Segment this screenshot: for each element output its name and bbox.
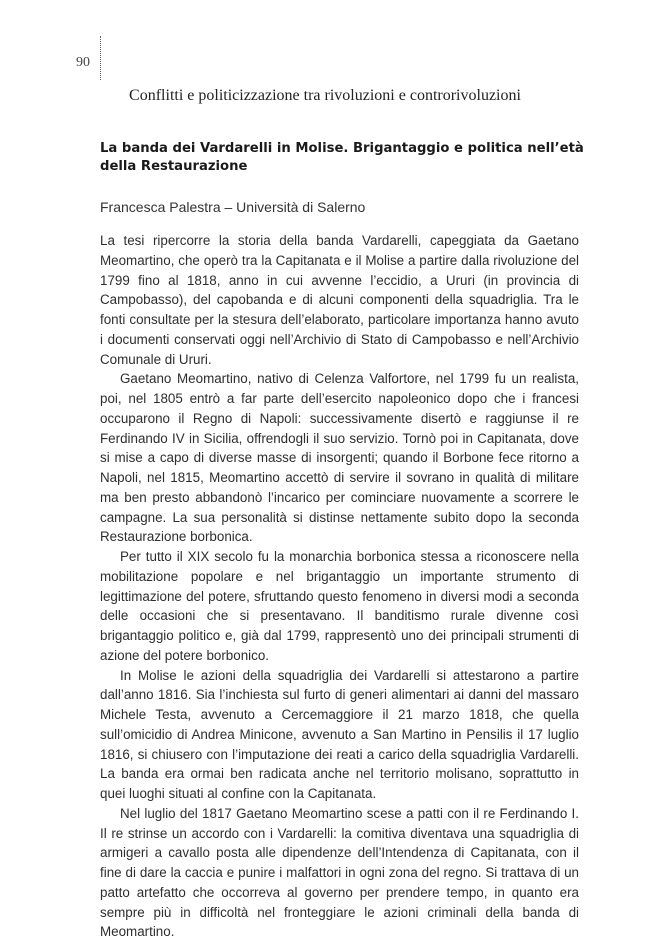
page-number: 90 <box>76 55 90 70</box>
paragraph: Nel luglio del 1817 Gaetano Meomartino scese a patti con il re Ferdinando I. Il re strinse un accordo con i Vardarelli: la comitiva diventava una squadriglia di armigeri a cavallo posta alle dipendenze dell’Intendenza di Capitanata, con il fine di dare la caccia e punire i malfattori in ogni zona del regno. Si trattava di un patto artefatto che occorreva al governo per prendere tempo, in quanto era sempre più in difficoltà nel fronteggiare le azioni criminali della banda di Meomartino. <box>100 805 579 940</box>
margin-rule <box>100 36 101 80</box>
author-line: Francesca Palestra – Università di Salerno <box>100 199 366 215</box>
running-header: Conflitti e politicizzazione tra rivoluzioni e controrivoluzioni <box>129 87 521 104</box>
article-body <box>100 231 579 942</box>
paragraph: Gaetano Meomartino, nativo di Celenza Valfortore, nel 1799 fu un realista, poi, nel 1805 entrò a far parte dell’esercito napoleonico dopo che i francesi occuparono il Regno di Napoli: successivamente disertò e raggiunse il re Ferdinando IV in Sicilia, offrendogli il suo servizio. Tornò poi in Capitanata, dove si mise a capo di diverse masse di insorgenti; quando il Borbone fece ritorno a Napoli, nel 1815, Meomartino accettò di servire il sovrano in qualità di militare ma ben presto abbandonò l’incarico per cominciare nuovamente a scorrere le campagne. La sua personalità si distinse nettamente subito dopo la seconda Restaurazione borbonica. <box>100 371 579 545</box>
paragraph: In Molise le azioni della squadriglia dei Vardarelli si attestarono a partire dall’anno 1816. Sia l’inchiesta sul furto di generi alimentari ai danni del massaro Michele Testa, avvenuto a Cercemaggiore il 21 marzo 1818, che quella sull’omicidio di Andrea Minicone, avvenuto a San Martino in Pensilis il 17 luglio 1816, si chiusero con l’imputazione dei reati a carico della squadriglia Vardarelli. La banda era ormai ben radicata anche nel territorio molisano, soprattutto in quei luoghi situati al confine con la Capitanata. <box>100 667 579 801</box>
paragraph: Per tutto il XIX secolo fu la monarchia borbonica stessa a riconoscere nella mobilitazione popolare e nel brigantaggio un importante strumento di legittimazione del potere, sfruttando questo fenomeno in diversi modi a seconda delle occasioni che si presentavano. Il banditismo rurale divenne così brigantaggio politico e, già dal 1799, rappresentò uno dei principali strumenti di azione del potere borbonico. <box>100 549 579 663</box>
paragraph: La tesi ripercorre la storia della banda Vardarelli, capeggiata da Gaetano Meomartino, che operò tra la Capitanata e il Molise a partire dalla rivoluzione del 1799 fino al 1818, anno in cui avvenne l’eccidio, a Ururi (in provincia di Campobasso), del capobanda e di alcuni componenti della squadriglia. Tra le fonti consultate per la stesura dell’elaborato, particolare importanza hanno avuto i documenti conservati oggi nell’Archivio di Stato di Campobasso e nell’Archivio Comunale di Ururi. <box>100 233 579 367</box>
article-title: La banda dei Vardarelli in Molise. Brigantaggio e politica nell’età della Restaurazione <box>100 141 584 174</box>
